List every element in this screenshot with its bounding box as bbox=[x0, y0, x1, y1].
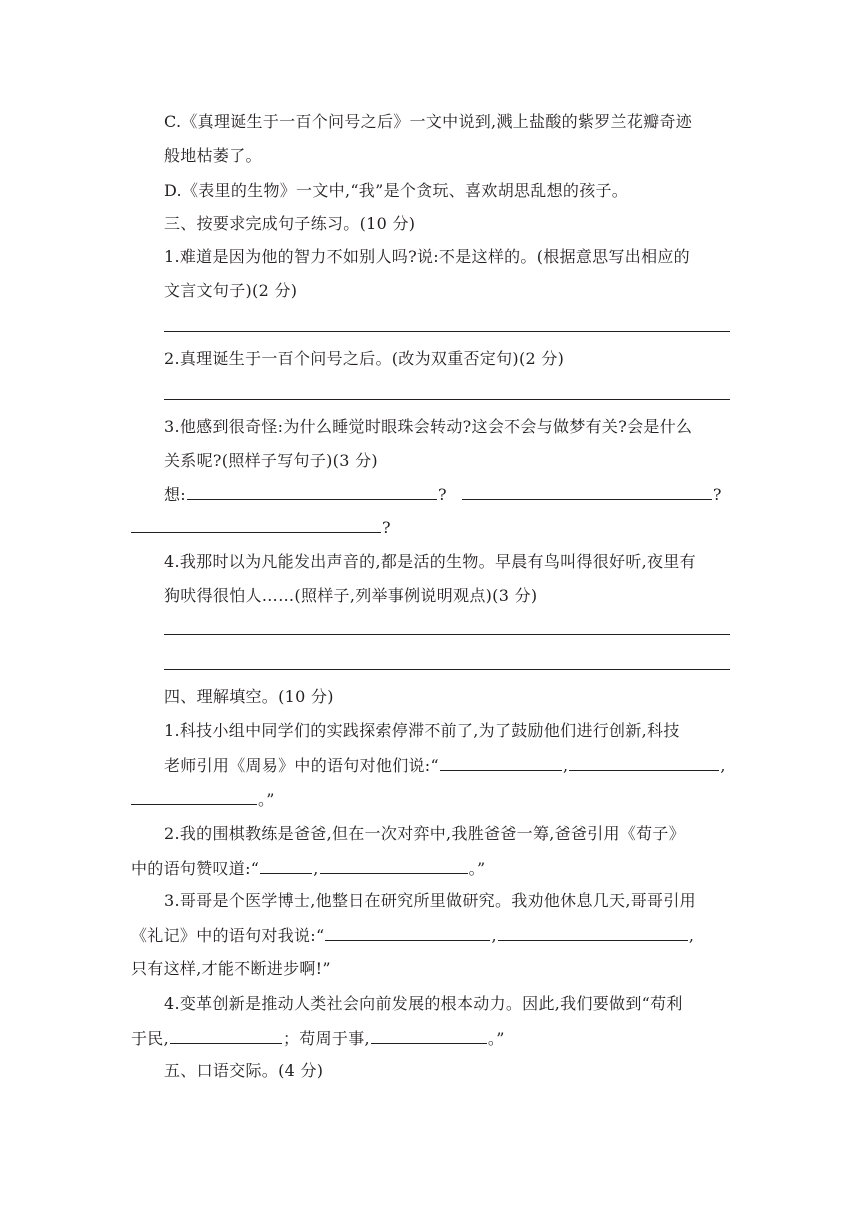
s3-question4-line2: 狗吠得很怕人……(照样子,列举事例说明观点)(3 分) bbox=[164, 586, 538, 605]
section4-heading: 四、理解填空。(10 分) bbox=[164, 687, 334, 706]
s4-question2-line1: 2.我的围棋教练是爸爸,但在一次对弈中,我胜爸爸一筹,爸爸引用《荀子》 bbox=[164, 824, 686, 843]
s4-question1-line3 bbox=[131, 788, 275, 811]
s4-q4-text-b: ；苟周于事, bbox=[283, 1029, 370, 1048]
s4-question1-line2 bbox=[164, 754, 726, 777]
s4-q2-comma: , bbox=[313, 859, 319, 878]
s4-q1-blank-2[interactable] bbox=[569, 754, 719, 771]
section5-heading: 五、口语交际。(4 分) bbox=[164, 1061, 324, 1080]
s4-q1-end: 。” bbox=[258, 790, 275, 809]
s4-q4-text-a: 于民, bbox=[131, 1029, 169, 1048]
s3-q3-prefix: 想: bbox=[164, 485, 186, 504]
s3-q1-answer-line[interactable] bbox=[164, 331, 730, 332]
s4-q1-blank-1[interactable] bbox=[440, 754, 562, 771]
s4-q2-blank-2[interactable] bbox=[320, 857, 468, 874]
s3-q3-qmark-1: ? bbox=[438, 485, 447, 504]
s3-question1-line2: 文言文句子)(2 分) bbox=[164, 281, 298, 300]
s3-q4-answer-line-2[interactable] bbox=[164, 669, 730, 670]
s3-q4-answer-line-1[interactable] bbox=[164, 634, 730, 635]
s4-q3-comma-2: , bbox=[688, 926, 695, 945]
s4-q3-text: 《礼记》中的语句对我说:“ bbox=[131, 926, 325, 945]
s4-q3-blank-1[interactable] bbox=[325, 924, 490, 941]
s4-q3-comma-1: , bbox=[491, 926, 497, 945]
s4-q4-blank-1[interactable] bbox=[170, 1027, 282, 1044]
s4-question3-line1: 3.哥哥是个医学博士,他整日在研究所里做研究。我劝他休息几天,哥哥引用 bbox=[164, 891, 696, 910]
s3-q2-answer-line[interactable] bbox=[164, 399, 730, 400]
s4-q3-blank-2[interactable] bbox=[498, 924, 688, 941]
section3-heading: 三、按要求完成句子练习。(10 分) bbox=[164, 214, 416, 233]
s3-question4-line1: 4.我那时以为凡能发出声音的,都是活的生物。早晨有鸟叫得很好听,夜里有 bbox=[164, 552, 696, 571]
option-c-line1: C.《真理诞生于一百个问号之后》一文中说到,溅上盐酸的紫罗兰花瓣奇迹 bbox=[164, 112, 693, 131]
s4-q2-end: 。” bbox=[468, 859, 486, 878]
s4-q1-blank-3[interactable] bbox=[131, 788, 257, 805]
option-c-line2: 般地枯萎了。 bbox=[164, 146, 262, 165]
s3-q3-blank-3[interactable] bbox=[131, 516, 381, 533]
s4-question2-line2 bbox=[131, 857, 485, 880]
s4-question1-line1: 1.科技小组中同学们的实践探索停滞不前了,为了鼓励他们进行创新,科技 bbox=[164, 721, 680, 740]
s3-question3-line1: 3.他感到很奇怪:为什么睡觉时眼珠会转动?这会不会与做梦有关?会是什么 bbox=[164, 417, 693, 436]
s3-question1-line1: 1.难道是因为他的智力不如别人吗?说:不是这样的。(根据意思写出相应的 bbox=[164, 247, 690, 266]
s4-q4-blank-2[interactable] bbox=[371, 1027, 487, 1044]
s3-q3-qmark-2: ? bbox=[712, 485, 722, 504]
s4-question3-line3: 只有这样,才能不断进步啊!” bbox=[131, 959, 331, 978]
s4-q2-text: 中的语句赞叹道:“ bbox=[131, 859, 260, 878]
s4-q2-blank-1[interactable] bbox=[260, 857, 312, 874]
s3-q3-qmark-3: ? bbox=[382, 518, 391, 537]
s3-q3-blank-1[interactable] bbox=[187, 483, 437, 500]
s3-question2-line1: 2.真理诞生于一百个问号之后。(改为双重否定句)(2 分) bbox=[164, 349, 565, 368]
s3-q3-fill-row-2 bbox=[131, 516, 391, 539]
s4-question3-line2 bbox=[131, 924, 694, 947]
s4-q1-text: 老师引用《周易》中的语句对他们说:“ bbox=[164, 756, 439, 775]
s4-question4-line2 bbox=[131, 1027, 505, 1050]
s3-question3-line2: 关系呢?(照样子写句子)(3 分) bbox=[164, 451, 378, 470]
s4-q1-comma-1: , bbox=[562, 756, 569, 775]
option-d: D.《表里的生物》一文中,“我”是个贪玩、喜欢胡思乱想的孩子。 bbox=[164, 181, 629, 200]
s4-q1-comma-2: , bbox=[720, 756, 726, 775]
s3-q3-fill-row bbox=[164, 483, 722, 506]
s4-q4-end: 。” bbox=[487, 1029, 505, 1048]
s3-q3-blank-2[interactable] bbox=[462, 483, 712, 500]
s4-question4-line1: 4.变革创新是推动人类社会向前发展的根本动力。因此,我们要做到“苟利 bbox=[164, 994, 683, 1013]
